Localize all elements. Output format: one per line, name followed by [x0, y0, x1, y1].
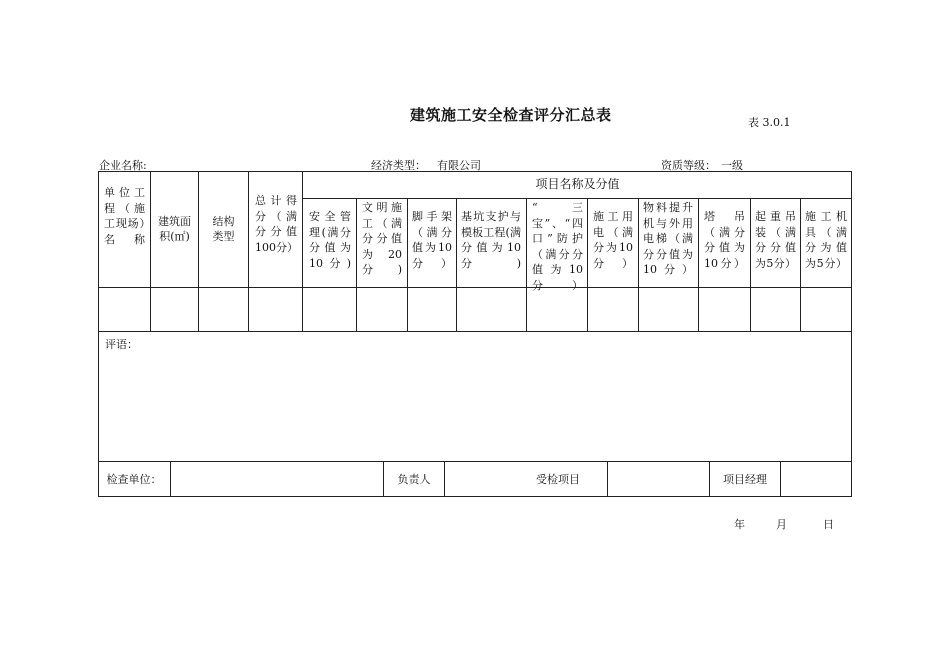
column-tower-crane: 塔吊（满分分值为10分） [704, 210, 745, 270]
column-construction-machinery: 施工机具（满分为值为5分） [805, 210, 847, 270]
column-civilized-construction: 文明施工（满分分值为20分) [362, 201, 402, 276]
date-day: 日 [823, 518, 834, 531]
column-material-hoist-elevator: 物料提升机与外用电梯（满分分值为10分） [643, 201, 693, 276]
inspection-unit-label: 检查单位： [106, 472, 162, 486]
column-three-treasures-four-openings: “三宝”、“四口”防护（满分分值为10分） [532, 201, 583, 292]
column-scaffolding: 脚手架（满分值为10分） [412, 210, 452, 270]
column-building-area [151, 171, 198, 287]
column-safety-management: 安全管理(满分分值为10分) [309, 210, 351, 270]
qualification-value: 一级 [721, 159, 743, 172]
column-hoisting: 起重吊装（满分分值为5分） [755, 210, 796, 270]
column-construction-electricity: 施工用电（满分为10分） [593, 210, 633, 270]
economy-type-value: 有限公司 [437, 159, 481, 172]
column-structure-type-label: 结构类型 [212, 214, 235, 243]
project-manager-label: 项目经理 [723, 472, 767, 486]
column-building-area-label: 建筑面积(㎡) [158, 214, 191, 243]
date-year: 年 [734, 518, 745, 531]
column-total-score: 总计得分（满分分值100分） [255, 194, 298, 254]
column-structure-type [199, 171, 248, 287]
economy-type-label: 经济类型： [371, 159, 426, 172]
table-number: 表 3.0.1 [748, 116, 791, 129]
qualification-label: 资质等级： [661, 159, 716, 172]
column-group-project-items: 项目名称及分值 [535, 176, 620, 191]
comment-label: 评语： [105, 338, 138, 351]
score-summary-table [98, 171, 852, 497]
responsible-person-label: 负责人 [397, 472, 431, 486]
column-foundation-formwork: 基坑支护与模板工程(满分值为10分) [461, 210, 521, 270]
document-title: 建筑施工安全检查评分汇总表 [410, 106, 612, 124]
inspected-project-label: 受检项目 [536, 472, 580, 486]
date-month: 月 [776, 518, 787, 531]
column-unit-project-name: 单位工程（施工现场）名称 [104, 186, 145, 246]
company-name-label: 企业名称: [99, 159, 147, 172]
